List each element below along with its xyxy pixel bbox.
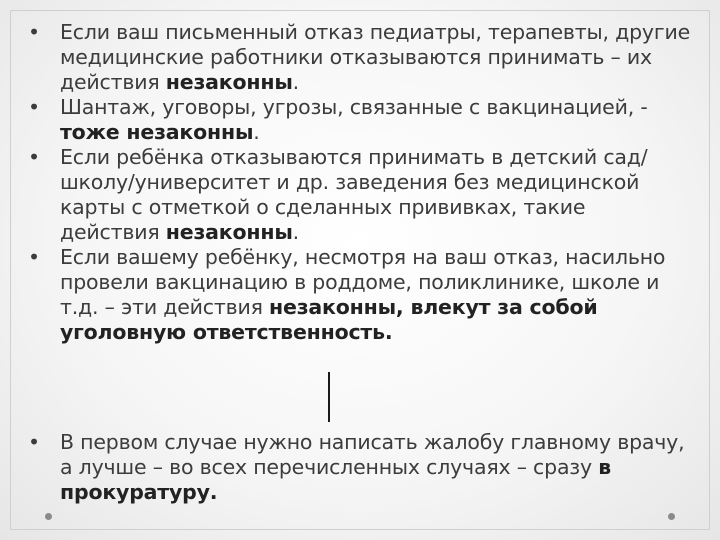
conclusion-emphasis: в прокуратуру — [60, 455, 612, 504]
conclusion-emphasis: . — [209, 480, 218, 504]
bullet-emphasis: незаконны — [165, 220, 293, 244]
bullet-item — [28, 20, 690, 95]
bullet-text: Шантаж, уговоры, угрозы, связанные с вакцинацией, - — [60, 95, 648, 119]
bullet-item — [28, 245, 690, 345]
bullet-text: Если вашему ребёнку, несмотря на ваш отказ, насильно провели вакцинацию в роддоме, поликлинике, школе и т.д. – эти действия — [60, 245, 666, 319]
bullet-text: . — [292, 220, 299, 244]
bullet-list — [28, 20, 690, 345]
bullet-emphasis: . — [384, 320, 393, 344]
conclusion-item — [28, 430, 690, 505]
bullet-emphasis: незаконны — [165, 70, 293, 94]
connector-line — [328, 372, 330, 422]
bullet-text: . — [292, 70, 299, 94]
bullet-text: Если ребёнка отказываются принимать в детский сад/школу/университет и др. заведения без медицинской карты с отметкой о сделанных прививках, такие действия — [60, 145, 648, 244]
bullet-text: . — [253, 120, 260, 144]
conclusion-list — [28, 430, 690, 505]
conclusion-text: В первом случае нужно написать жалобу главному врачу, а лучше – во всех перечисленных случаях – сразу — [60, 430, 685, 479]
decor-dot-left — [45, 513, 52, 520]
bullet-emphasis: тоже незаконны — [60, 120, 254, 144]
bullet-item — [28, 95, 690, 145]
bullet-emphasis: незаконны, влекут за собой уголовную ответственность — [60, 295, 598, 344]
decor-dot-right — [668, 513, 675, 520]
bullet-text: Если ваш письменный отказ педиатры, терапевты, другие медицинские работники отказываются принимать – их действия — [60, 20, 690, 94]
bullet-item — [28, 145, 690, 245]
